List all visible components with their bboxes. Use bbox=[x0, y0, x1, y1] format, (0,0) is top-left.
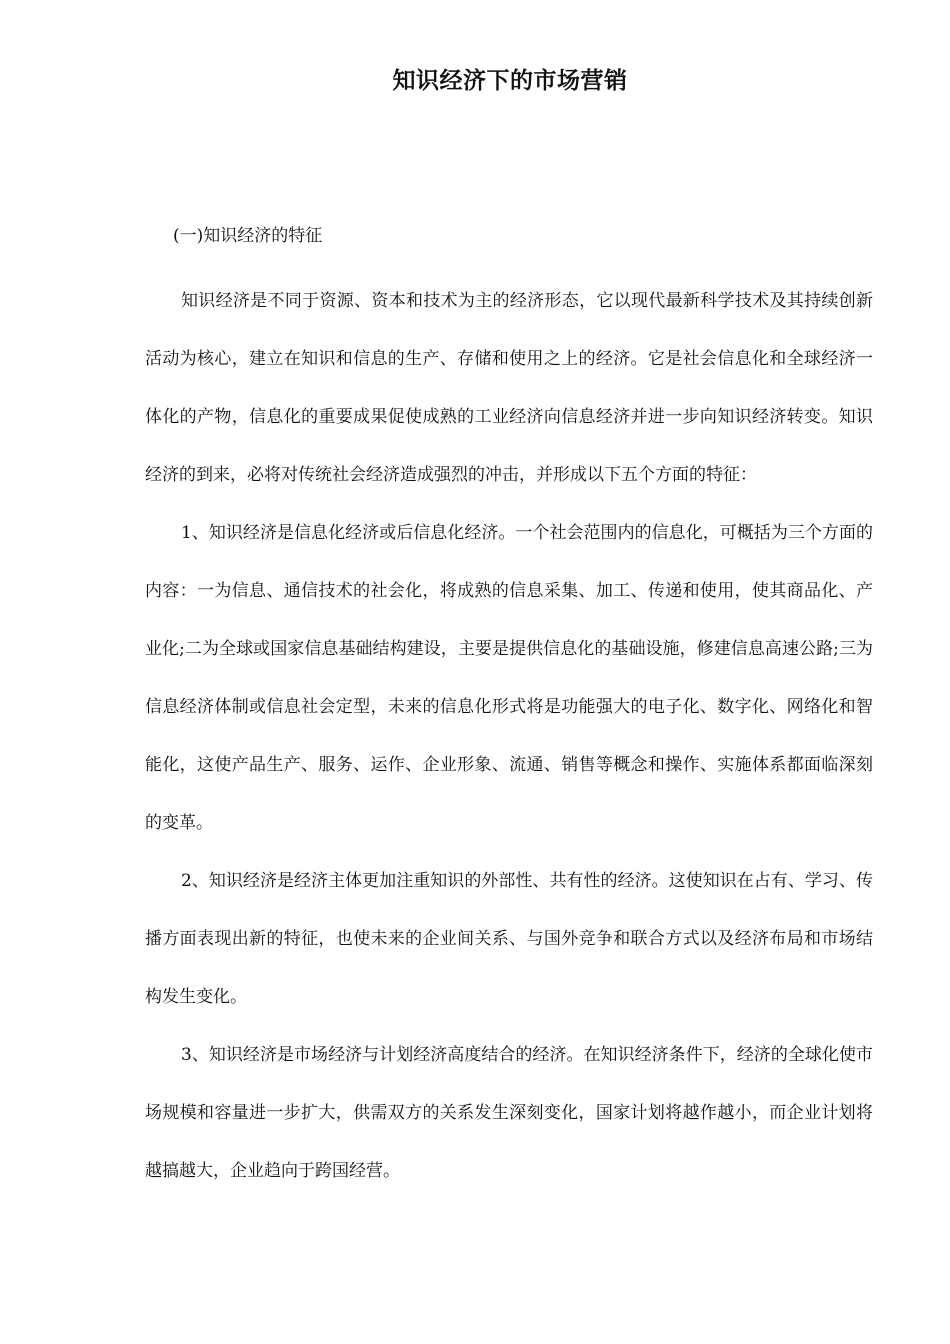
document-body bbox=[145, 222, 873, 1200]
paragraph-feature-1: 1、知识经济是信息化经济或后信息化经济。一个社会范围内的信息化，可概括为三个方面的内容：一为信息、通信技术的社会化，将成熟的信息采集、加工、传递和使用，使其商品化、产业化;二为全球或国家信息基础结构建设，主要是提供信息化的基础设施，修建信息高速公路;三为信息经济体制或信息社会定型，未来的信息化形式将是功能强大的电子化、数字化、网络化和智能化，这使产品生产、服务、运作、企业形象、流通、销售等概念和操作、实施体系都面临深刻的变革。 bbox=[145, 523, 873, 833]
section-heading: (一)知识经济的特征 bbox=[173, 226, 323, 246]
document-title: 知识经济下的市场营销 bbox=[392, 67, 628, 94]
paragraph-feature-2: 2、知识经济是经济主体更加注重知识的外部性、共有性的经济。这使知识在占有、学习、传播方面表现出新的特征，也使未来的企业间关系、与国外竞争和联合方式以及经济布局和市场结构发生变化。 bbox=[145, 871, 873, 1007]
paragraph-feature-3: 3、知识经济是市场经济与计划经济高度结合的经济。在知识经济条件下，经济的全球化使市场规模和容量进一步扩大，供需双方的关系发生深刻变化，国家计划将越作越小，而企业计划将越搞越大，企业趋向于跨国经营。 bbox=[145, 1045, 873, 1181]
paragraph-intro: 知识经济是不同于资源、资本和技术为主的经济形态，它以现代最新科学技术及其持续创新活动为核心，建立在知识和信息的生产、存储和使用之上的经济。它是社会信息化和全球经济一体化的产物，信息化的重要成果促使成熟的工业经济向信息经济并进一步向知识经济转变。知识经济的到来，必将对传统社会经济造成强烈的冲击，并形成以下五个方面的特征： bbox=[145, 291, 873, 485]
